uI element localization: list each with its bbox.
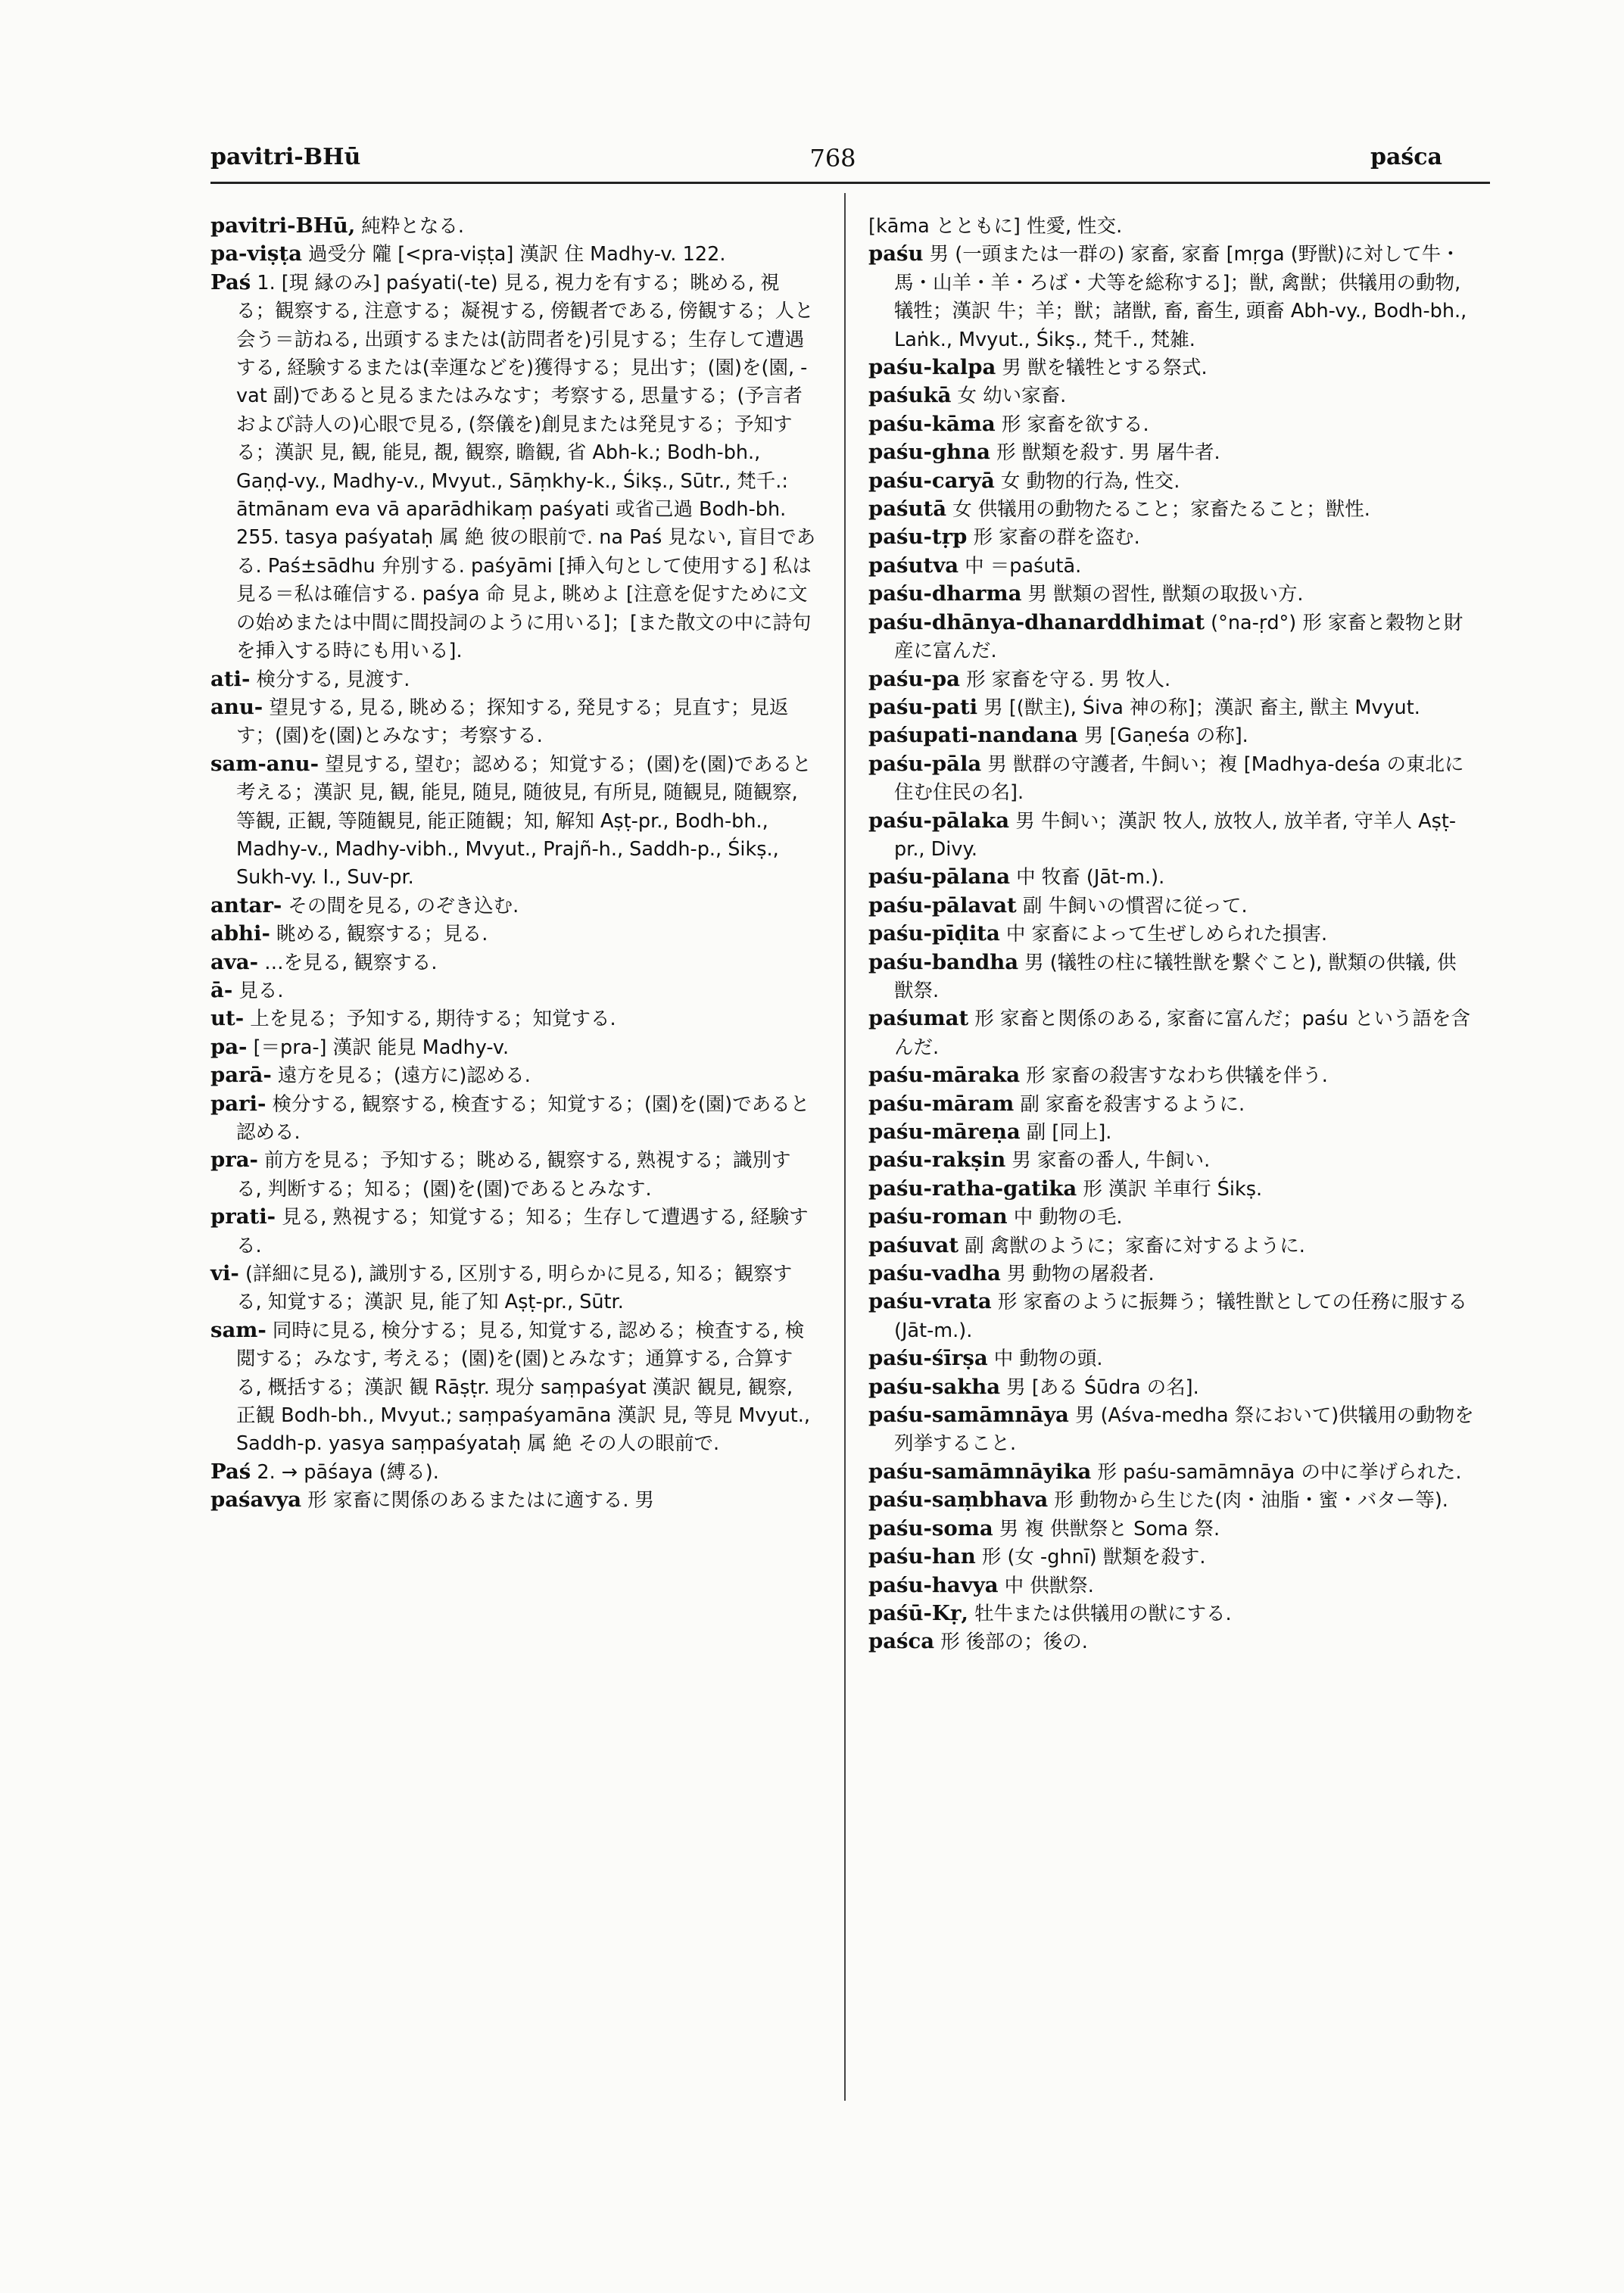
definition: 男 (一頭または一群の) 家畜, 家畜 [mṛga (野獣)に対して牛・馬・山羊・羊・ろば・犬等を総称する]；獣, 禽獣；供犠用の動物, 犠牲；漢訳 牛；羊；獣；諸獣, 畜, 畜生, 頭畜 Abh-vy., Bodh-bh., Laṅk., Mvyut., Śikṣ., 梵千., 梵雑. (894, 243, 1467, 351)
definition: 望見する, 見る, 眺める；探知する, 発見する；見直す；見返す；(園)を(園)とみなす；考察する. (236, 696, 789, 748)
dictionary-entry (868, 1175, 1474, 1203)
definition: 男 動物の屠殺者. (1000, 1263, 1155, 1286)
headword: sam-anu- (210, 751, 320, 776)
headword: prati- (210, 1204, 276, 1229)
definition: 副 禽獣のように；家畜に対するように. (959, 1234, 1305, 1257)
definition: 形 家畜を守る. 男 牧人. (959, 668, 1171, 691)
headword: paśavya (210, 1488, 302, 1513)
definition: 男 家畜の番人, 牛飼い. (1005, 1149, 1211, 1173)
definition: 女 供犠用の動物たること；家畜たること；獣性. (946, 498, 1370, 522)
column-divider (844, 193, 846, 2101)
dictionary-entry (210, 1203, 816, 1260)
headword: paśu-dhānya-dhanarddhimat (868, 609, 1205, 634)
definition: 過受分 隴 [<pra-viṣṭa] 漢訳 住 Madhy-v. 122. (301, 243, 726, 266)
headword: paśu-kalpa (868, 355, 996, 380)
definition: 見る, 熟視する；知覚する；知る；生存して遭遇する, 経験する. (236, 1206, 809, 1257)
headword: paśu-soma (868, 1516, 993, 1541)
definition: 形 家畜と関係のある, 家畜に富んだ；paśu という語を含んだ. (894, 1008, 1470, 1059)
dictionary-entry (868, 438, 1474, 466)
dictionary-entry (210, 1005, 816, 1033)
definition: 男 獣群の守護者, 牛飼い；複 [Madhya-deśa の東北に住む住民の名]. (894, 752, 1464, 805)
definition: 牡牛または供犠用の獣にする. (968, 1602, 1232, 1625)
dictionary-entry (868, 212, 1474, 240)
headword: pari- (210, 1091, 267, 1116)
headword: paśu-vrata (868, 1289, 992, 1314)
headword: paśu-samāmnāyika (868, 1459, 1092, 1484)
dictionary-entry (868, 495, 1474, 523)
definition: 形 家畜の群を盗む. (967, 526, 1140, 550)
dictionary-entry (868, 1543, 1474, 1571)
dictionary-entry (868, 1061, 1474, 1089)
dictionary-entry (868, 1572, 1474, 1600)
headword: pavitri-BHū, (210, 213, 356, 238)
definition: 中 ＝paśutā. (959, 554, 1082, 578)
headword: Paś (210, 1459, 251, 1484)
headword: Paś (210, 269, 251, 294)
headword: vi- (210, 1261, 239, 1286)
left-column (210, 212, 816, 1515)
dictionary-entry (868, 1232, 1474, 1260)
running-head-left: pavitri-BHū (210, 144, 361, 170)
definition: 中 動物の頭. (987, 1347, 1103, 1371)
headword: paśu-ratha-gatika (868, 1176, 1077, 1201)
dictionary-entry (210, 212, 816, 240)
definition: 形 家畜に関係のあるまたはに適する. 男 (301, 1489, 655, 1513)
headword: paśu-śīrṣa (868, 1346, 988, 1371)
definition: …を見る, 観察する. (258, 951, 438, 974)
definition: 女 幼い家畜. (951, 385, 1067, 408)
dictionary-entry (868, 580, 1474, 608)
dictionary-entry (868, 892, 1474, 920)
dictionary-entry (210, 1033, 816, 1061)
dictionary-entry (868, 1458, 1474, 1486)
definition: 2. → pāśaya (縛る). (251, 1460, 439, 1484)
headword: paśu-pati (868, 694, 978, 719)
definition: その間を見る, のぞき込む. (282, 894, 519, 918)
headword: paśu-pa (868, 666, 960, 691)
dictionary-entry (868, 354, 1474, 382)
definition: 上を見る；予知する, 期待する；知覚する. (244, 1008, 616, 1031)
definition: 男 [Gaṇeśa の称]. (1077, 724, 1248, 748)
dictionary-entry (868, 552, 1474, 580)
headword: ut- (210, 1006, 245, 1031)
dictionary-entry (868, 807, 1474, 864)
definition: 男 牛飼い；漢訳 牧人, 放牧人, 放羊者, 守羊人 Aṣṭ-pr., Divy. (894, 809, 1457, 861)
definition: 形 家畜の殺害すなわち供犠を伴う. (1020, 1064, 1328, 1088)
headword: pa- (210, 1034, 248, 1059)
headword: paśumat (868, 1006, 969, 1031)
headword: paśu-dharma (868, 581, 1022, 606)
headword: abhi- (210, 921, 270, 946)
definition: 男 複 供獣祭と Soma 祭. (993, 1517, 1220, 1541)
headword: ā- (210, 977, 233, 1002)
dictionary-entry (210, 1316, 816, 1458)
definition: 中 動物の毛. (1007, 1206, 1123, 1229)
headword: paśu-kāma (868, 411, 996, 436)
dictionary-entry (868, 467, 1474, 495)
definition: 望見する, 望む；認める；知覚する；(園)を(園)であると考える；漢訳 見, 観, 能見, 随見, 随彼見, 有所見, 随観見, 随観察, 等観, 正観, 等随観見, 能正随観；知, 解知 Aṣṭ-pr., Bodh-bh., Madhy-v., Madhy-vibh., Mvyut., Prajñ-h., Saddh-p., Śikṣ., Sukh-vy. I., Suv-pr. (236, 752, 812, 889)
definition: (°na-ṛd°) 形 家畜と穀物と財産に富んだ. (894, 611, 1463, 663)
headword: paśu-havya (868, 1572, 999, 1597)
definition: 中 家畜によって生ぜしめられた損害. (999, 923, 1328, 946)
dictionary-entry (868, 1288, 1474, 1344)
dictionary-entry (210, 1061, 816, 1089)
dictionary-entry (210, 949, 816, 977)
definition: 形 後部の；後の. (934, 1631, 1088, 1654)
definition: 眺める, 観察する；見る. (270, 923, 488, 946)
dictionary-entry (210, 920, 816, 948)
dictionary-entry (868, 1146, 1474, 1174)
headword: pra- (210, 1148, 258, 1173)
definition: 女 動物的行為, 性交. (994, 469, 1180, 493)
definition: 形 獣類を殺す. 男 屠牛者. (990, 441, 1220, 465)
headword: ava- (210, 949, 259, 974)
dictionary-entry (868, 1203, 1474, 1231)
dictionary-entry (868, 1628, 1474, 1656)
dictionary-entry (868, 721, 1474, 749)
headword: paśca (868, 1629, 935, 1654)
headword: paśu-māreṇa (868, 1120, 1021, 1144)
definition: 遠方を見る；(遠方に)認める. (271, 1064, 531, 1088)
dictionary-entry (868, 410, 1474, 438)
dictionary-entry (210, 1486, 816, 1514)
dictionary-entry (210, 750, 816, 892)
dictionary-entry (868, 1515, 1474, 1543)
dictionary-entry (210, 240, 816, 268)
definition: 検分する, 観察する, 検査する；知覚する；(園)を(園)であると認める. (236, 1092, 810, 1144)
headword: paśutva (868, 553, 959, 578)
definition: 形 家畜を欲する. (995, 413, 1149, 436)
dictionary-entry (868, 1344, 1474, 1372)
headword: paśu-bandha (868, 949, 1019, 974)
definition: 形 漢訳 羊車行 Śikṣ. (1077, 1177, 1263, 1201)
headword: paśu-pīḍita (868, 921, 1000, 946)
dictionary-entry (868, 665, 1474, 693)
headword: paśu (868, 241, 924, 266)
headword: paśu-pālana (868, 865, 1011, 889)
definition: 男 獣類の習性, 獣類の取扱い方. (1021, 583, 1304, 606)
definition: 1. [現 縁のみ] paśyati(-te) 見る, 視力を有する；眺める, 視る；観察する, 注意する；凝視する, 傍観者である, 傍観する；人と会う＝訪ねる, 出頭するまたは(訪問者を)引見する；生存して遭遇する, 経験するまたは(幸運などを)獲得する；見出す；(園)を(園, -vat 副)であると見るまたはみなす；考察する, 思量する；(予言者および詩人の)心眼で見る, (祭儀を)創見または発見する；予知する；漢訳 見, 観, 能見, 覩, 観察, 瞻観, 省 Abh-k.; Bodh-bh., Gaṇḍ-vy., Madhy-v., Mvyut., Sāṃkhy-k., Śikṣ., Sūtr., 梵千.: ātmānam eva vā aparādhikaṃ paśyati 或省己過 Bodh-bh. 255. tasya paśyataḥ 属 絶 彼の眼前で. na Paś 見ない, 盲目である. Paś±sādhu 弁別する. paśyāmi [挿入句として使用する] 私は見る＝私は確信する. paśya 命 見よ, 眺めよ [注意を促すために文の始めまたは中間に間投詞のように用いる]；[また散文の中に詩句を挿入する時にも用いる]. (236, 271, 816, 663)
dictionary-entry (868, 1005, 1474, 1061)
headword: paśu-samāmnāya (868, 1403, 1069, 1428)
headword: paśukā (868, 383, 952, 408)
headword: paśu-ghna (868, 440, 990, 465)
dictionary-entry (210, 977, 816, 1005)
headword: paśu-roman (868, 1204, 1008, 1229)
headword: anu- (210, 694, 263, 719)
dictionary-entry (868, 920, 1474, 948)
definition: 形 家畜のように振舞う；犠牲獣としての任務に服する (Jāt-m.). (894, 1291, 1467, 1342)
right-column (868, 212, 1474, 1656)
definition: 中 牧畜 (Jāt-m.). (1010, 866, 1165, 889)
definition: 男 [ある Śūdra の名]. (1000, 1375, 1199, 1399)
dictionary-entry (868, 1118, 1474, 1146)
headword: paśuvat (868, 1232, 959, 1257)
headword: paśū-Kṛ, (868, 1600, 968, 1625)
dictionary-entry (868, 693, 1474, 721)
headword: paśu-saṃbhava (868, 1488, 1049, 1513)
headword: parā- (210, 1063, 272, 1088)
headword: paśu-han (868, 1544, 976, 1569)
headword: paśu-tṛp (868, 525, 968, 550)
dictionary-entry (868, 1373, 1474, 1401)
dictionary-entry (210, 1146, 816, 1203)
definition: 形 (女 -ghnī) 獣類を殺す. (975, 1546, 1206, 1569)
headword: ati- (210, 666, 251, 691)
dictionary-entry (210, 1458, 816, 1486)
definition: [kāma とともに] 性愛, 性交. (868, 215, 1123, 238)
dictionary-entry (868, 1090, 1474, 1118)
dictionary-entry (210, 892, 816, 920)
headword: paśu-pāla (868, 751, 982, 776)
definition: 形 動物から生じた(肉・油脂・蜜・バター等). (1048, 1489, 1448, 1513)
definition: 中 供獣祭. (998, 1574, 1094, 1597)
definition: 副 [同上]. (1020, 1121, 1112, 1144)
headword: paśu-pālaka (868, 808, 1010, 833)
headword: paśupati-nandana (868, 723, 1078, 748)
headword: paśu-caryā (868, 468, 995, 493)
definition: 検分する, 見渡す. (250, 668, 410, 691)
dictionary-entry (868, 1486, 1474, 1514)
headword: paśu-rakṣin (868, 1148, 1006, 1173)
headword: paśu-pālavat (868, 893, 1017, 918)
definition: 同時に見る, 検分する；見る, 知覚する, 認める；検査する, 検閲する；みなす, 考える；(園)を(園)とみなす；通算する, 合算する, 概括する；漢訳 観 Rāṣṭr. 現分 saṃpaśyat 漢訳 観見, 観察, 正観 Bodh-bh., Mvyut.; saṃpaśyamāna 漢訳 見, 等見 Mvyut., Saddh-p. yasya saṃpaśyataḥ 属 絶 その人の眼前で. (236, 1319, 810, 1456)
dictionary-entry (210, 1260, 816, 1316)
definition: 形 paśu-samāmnāya の中に挙げられた. (1091, 1460, 1462, 1484)
dictionary-entry (868, 750, 1474, 807)
dictionary-entry (868, 1260, 1474, 1288)
dictionary-entry (868, 609, 1474, 665)
dictionary-entry (210, 1090, 816, 1147)
headword: paśutā (868, 497, 947, 522)
definition: 男 (犠牲の柱に犠牲獣を繋ぐこと), 獣類の供犠, 供獣祭. (894, 951, 1457, 1002)
headword: sam- (210, 1317, 267, 1342)
definition: 男 獣を犠牲とする祭式. (996, 357, 1208, 380)
definition: [＝pra-] 漢訳 能見 Madhy-v. (247, 1036, 510, 1059)
dictionary-entry (868, 523, 1474, 551)
definition: 見る. (232, 979, 284, 1002)
dictionary-entry (868, 382, 1474, 410)
headword: antar- (210, 893, 282, 918)
definition: 男 [(獣主), Śiva 神の称]；漢訳 畜主, 獣主 Mvyut. (977, 696, 1420, 719)
definition: 副 牛飼いの慣習に従って. (1016, 894, 1248, 918)
dictionary-entry (868, 240, 1474, 354)
headword: pa-viṣṭa (210, 241, 302, 266)
headword: paśu-māraka (868, 1063, 1021, 1088)
header-rule (210, 182, 1490, 184)
page-number: 768 (809, 144, 856, 173)
dictionary-entry (868, 1401, 1474, 1458)
definition: 副 家畜を殺害するように. (1014, 1092, 1245, 1116)
definition: (詳細に見る), 識別する, 区別する, 明らかに見る, 知る；観察する, 知覚する；漢訳 見, 能了知 Aṣṭ-pr., Sūtr. (236, 1263, 793, 1314)
headword: paśu-māram (868, 1091, 1015, 1116)
definition: 男 (Aśva-medha 祭において)供犠用の動物を列挙すること. (894, 1404, 1474, 1456)
headword: paśu-sakha (868, 1374, 1001, 1399)
dictionary-entry (210, 269, 816, 665)
dictionary-entry (868, 863, 1474, 891)
running-head-right: paśca (1370, 144, 1442, 170)
headword: paśu-vadha (868, 1261, 1001, 1286)
dictionary-entry (210, 665, 816, 693)
definition: 前方を見る；予知する；眺める, 観察する, 熟視する；識別する, 判断する；知る；(園)を(園)であるとみなす. (236, 1149, 791, 1201)
dictionary-entry (210, 693, 816, 750)
definition: 純粋となる. (355, 215, 465, 238)
dictionary-entry (868, 1600, 1474, 1628)
dictionary-entry (868, 949, 1474, 1005)
